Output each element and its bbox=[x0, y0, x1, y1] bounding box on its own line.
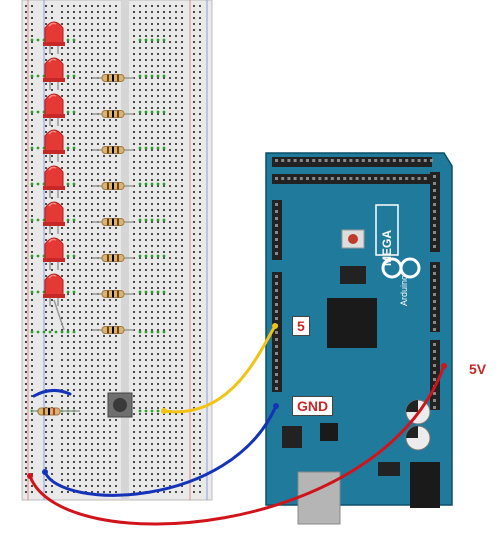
pin5-label: 5 bbox=[292, 316, 310, 336]
led-column bbox=[43, 22, 65, 330]
pushbutton bbox=[108, 393, 132, 417]
5v-label: 5V bbox=[469, 361, 487, 377]
board-brand-text: Arduino bbox=[399, 275, 409, 307]
board-model-text: MEGA bbox=[380, 230, 394, 266]
gnd-label: GND bbox=[292, 396, 333, 416]
